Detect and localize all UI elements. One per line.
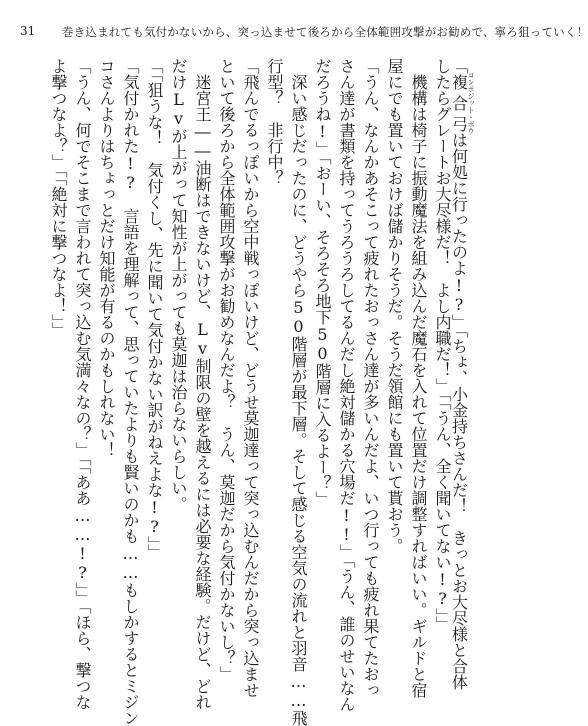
- text-column: よ撃つなよ？」「「絶対に撃つなよ！」」: [49, 58, 68, 338]
- text-column: 「気付かれた!? 言語を理解って、思っていたよりも賢いのかも……もしかするとミジン: [121, 58, 140, 726]
- text-column: 機構は椅子に振動魔法を組み込んだ魔石を入れて位置だけ調整すればいい。ギルドと宿: [409, 58, 428, 698]
- text-column: 「飛んでるっぽいから空中戦っぽいけど、どうせ莫迦達って突っ込むんだから突っ込ませ: [241, 58, 260, 698]
- text-column: コさんよりはちょっとだけ知能が有るのかもしれない！: [97, 58, 116, 458]
- text-column: だけLvが上がって知性が上がっても莫迦は治らないらしい。: [169, 58, 188, 512]
- text-column: 「うん、何でそこまで言われて突っ込む気満々なの？」「「ああ……!?」」「ほら、撃つな: [73, 58, 92, 710]
- text-column: したらグレートお大尽様だ！ よし内職だ！」「「うん、全く聞いてない!?」」: [433, 58, 452, 632]
- body-text: [22, 58, 478, 726]
- page-number: 31: [20, 24, 36, 38]
- text-column: 行型？ 非行中？: [265, 58, 284, 186]
- running-title: 巻き込まれても気付かないから、突っ込ませて後ろから全体範囲攻撃がお勧めで、寧ろ狙っていく！: [62, 25, 588, 39]
- text-column: 屋にでも置いておけば儲かりそうだ。そうだ領館にも置いて貰おう。: [385, 58, 404, 554]
- text-column: 「複合弓コンポジット・ボウは何処に行ったのよ!?」「ちょ、小金持ちさんだ！ きっとお大尽様と合体: [449, 58, 475, 690]
- text-column: だろうね!」「おーい、そろそろ地下50階層に入るよー？」: [313, 58, 332, 507]
- text-column: 「うん、なんかあそこって疲れたおっさん達が多いんだよ、いつ行っても疲れ果てたおっ: [361, 58, 380, 698]
- text-column: 深い感じだったのに、どうやら50階層が最下層。そして感じる空気の流れと羽音……飛: [289, 58, 308, 726]
- text-column: といて後ろから全体範囲攻撃がお勧めなんだよ？ うん、莫迦だから気付かないし？」: [217, 58, 236, 682]
- text-column: さん達が書類を持ってうろうろしてるんだし絶対儲かる穴場だ!!」「うん、誰のせいなん: [337, 58, 356, 712]
- text-column: 「「狙うな！ 気付くし、先に聞いて気付かない訳がねえよな!?」」: [145, 58, 164, 560]
- text-column: 迷宮王――油断はできないけど、Lv制限の壁を越えるには必要な経験。だけど、どれ: [193, 58, 212, 710]
- ruby-text: 複合弓コンポジット・ボウ: [449, 71, 475, 135]
